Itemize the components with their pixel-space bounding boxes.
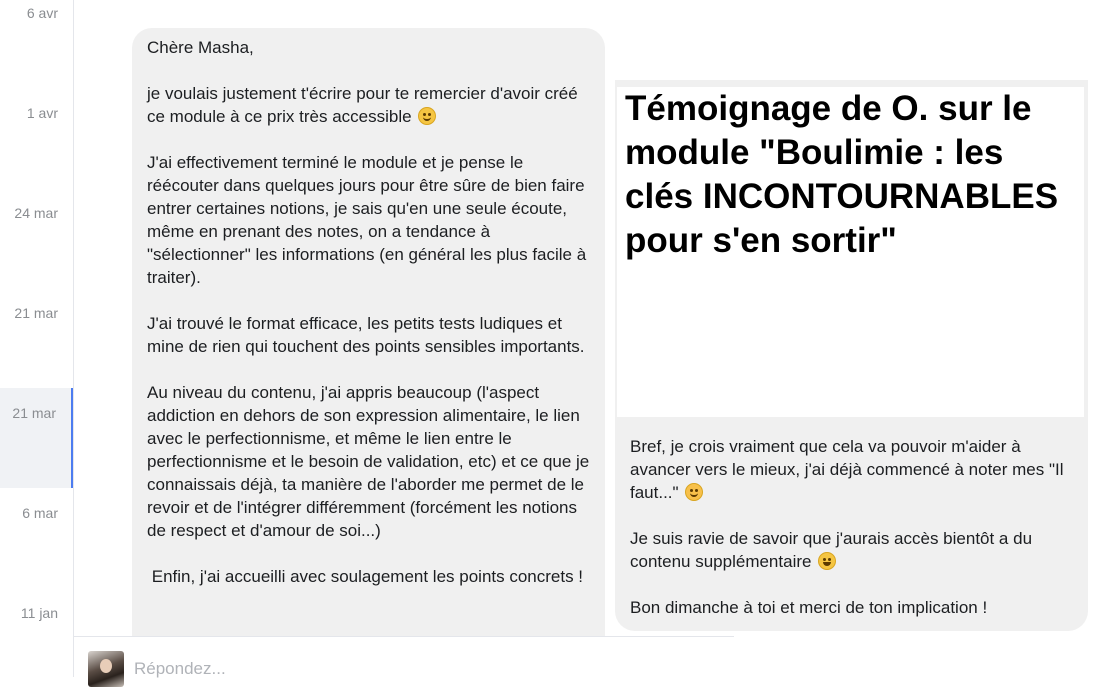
card-paragraph: Je suis ravie de savoir que j'aurais accès bientôt a du contenu supplémentaire <box>630 529 1033 571</box>
date-item[interactable] <box>0 0 73 88</box>
date-label: 21 mar <box>12 405 56 421</box>
message-paragraph: J'ai effectivement terminé le module et je pense le réécouter dans quelques jours pour être sûre de bien faire entrer certaines notions, je sais qu'en une seule écoute, même en prenant des notes, on a tendance à "sélectionner" les informations (en général les plus facile à traiter). <box>147 153 591 287</box>
grin-emoji-icon <box>818 552 836 570</box>
card-paragraph: Bon dimanche à toi et merci de ton implication ! <box>630 598 988 617</box>
blush-emoji-icon <box>685 483 703 501</box>
date-item[interactable] <box>0 588 73 688</box>
date-item[interactable] <box>0 188 73 288</box>
testimonial-image[interactable] <box>617 87 1084 417</box>
date-item-active[interactable] <box>0 388 73 488</box>
smile-emoji-icon <box>418 107 436 125</box>
testimonial-card <box>615 80 1088 631</box>
date-label: 6 mar <box>22 505 58 521</box>
date-sidebar <box>0 0 74 677</box>
date-item[interactable] <box>0 288 73 388</box>
message-greeting: Chère Masha, <box>147 38 254 57</box>
testimonial-title: Témoignage de O. sur le module "Boulimie : les clés INCONTOURNABLES pour s'en sortir" <box>625 89 1059 260</box>
date-label: 11 jan <box>20 605 58 621</box>
reply-input[interactable] <box>134 657 534 681</box>
card-paragraph: Bref, je crois vraiment que cela va pouvoir m'aider à avancer vers le mieux, j'ai déjà commencé à noter mes "Il faut..." <box>630 437 1064 502</box>
message-paragraph: je voulais justement t'écrire pour te remercier d'avoir créé ce module à ce prix très accessible <box>147 84 583 126</box>
avatar <box>88 651 124 687</box>
date-item[interactable] <box>0 88 73 188</box>
card-text <box>630 435 1075 631</box>
date-label: 24 mar <box>14 205 58 221</box>
date-item[interactable] <box>0 488 73 588</box>
message-paragraph: Enfin, j'ai accueilli avec soulagement les points concrets ! <box>147 567 584 586</box>
message-paragraph: J'ai trouvé le format efficace, les petits tests ludiques et mine de rien qui touchent des points sensibles importants. <box>147 314 585 356</box>
message-bubble <box>132 28 605 648</box>
date-label: 21 mar <box>14 305 58 321</box>
date-label: 1 avr <box>26 105 58 121</box>
reply-bar <box>74 636 734 678</box>
message-paragraph: Au niveau du contenu, j'ai appris beaucoup (l'aspect addiction en dehors de son expression alimentaire, le lien avec le perfectionnisme, et même le lien entre le perfectionnisme et le besoin de validation, etc) et ce que je connaissais déjà, ta manière de l'aborder me permet de le revoir et de l'intégrer différemment (forcément les notions de respect et d'amour de soi...) <box>147 383 594 540</box>
date-label: 6 avr <box>26 5 58 21</box>
